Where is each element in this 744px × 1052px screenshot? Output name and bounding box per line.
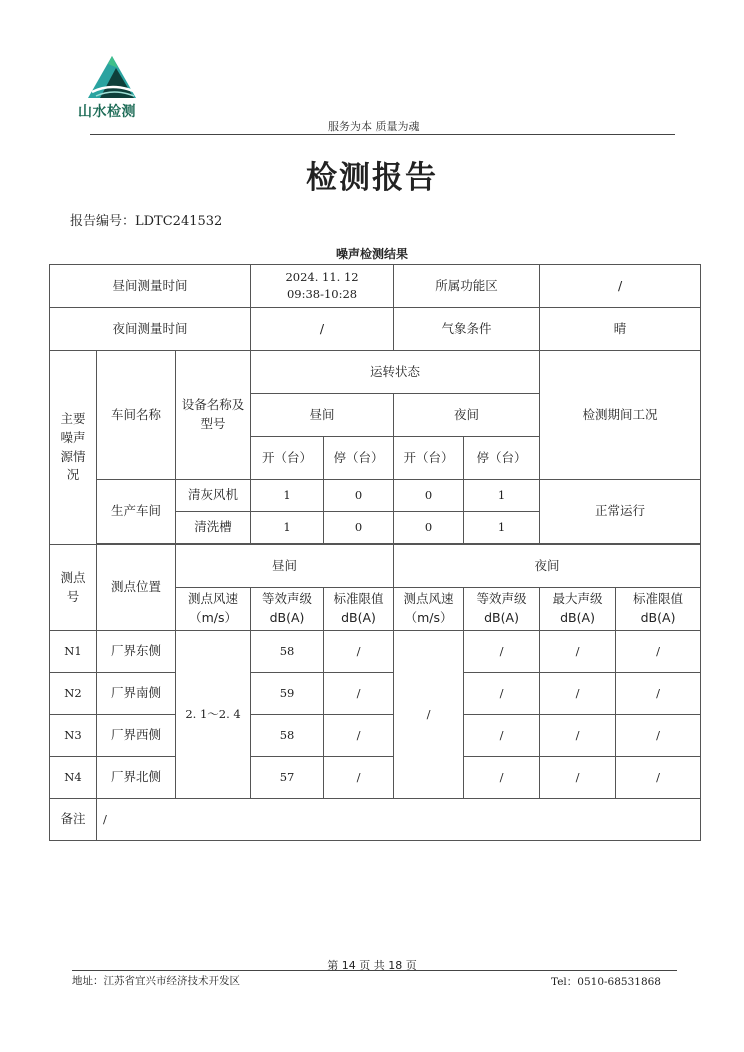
equipment-name: 清灰风机 [176, 480, 251, 512]
header-line: 最大声级 [552, 591, 603, 607]
workshop-header: 车间名称 [97, 351, 176, 480]
header-unit: dB(A) [484, 610, 519, 625]
equipment-name: 清洗槽 [176, 512, 251, 544]
night-leq-header [464, 588, 540, 631]
night-leq-value: / [464, 631, 540, 673]
header-line: 测点风速 [188, 591, 239, 607]
night-limit-value: / [616, 673, 701, 715]
remark-label: 备注 [50, 799, 97, 841]
point-id: N4 [50, 757, 97, 799]
point-no-header-line: 测点 [60, 569, 86, 585]
table-caption: 噪声检测结果 [335, 247, 408, 261]
weather-label: 气象条件 [394, 308, 540, 351]
day-leq-value: 59 [251, 673, 324, 715]
header-unit: dB(A) [269, 610, 305, 625]
night-max-value: / [540, 673, 616, 715]
night-on-count: 0 [394, 480, 464, 512]
header-unit: （m/s） [189, 610, 237, 625]
company-address: 地址：江苏省宜兴市经济技术开发区 [72, 975, 240, 987]
day-on-count: 1 [251, 480, 324, 512]
header-unit: dB(A) [341, 610, 376, 625]
day-limit-value: / [324, 631, 394, 673]
day-limit-value: / [324, 757, 394, 799]
header-unit: dB(A) [560, 610, 595, 625]
night-wind-header [394, 588, 464, 631]
night-time-label: 夜间测量时间 [50, 308, 251, 351]
zone-label: 所属功能区 [394, 265, 540, 308]
table-row [50, 673, 701, 715]
day-time-date: 2024. 11. 12 [285, 269, 359, 284]
point-id: N1 [50, 631, 97, 673]
day-leq-value: 57 [251, 757, 324, 799]
source-group-line: 源情 [60, 448, 86, 464]
point-position: 厂界南侧 [97, 673, 176, 715]
measure-day-header: 昼间 [176, 545, 394, 588]
day-off-count: 0 [324, 512, 394, 544]
day-on-count: 1 [251, 512, 324, 544]
day-on-header: 开（台） [251, 437, 324, 480]
night-leq-value: / [464, 715, 540, 757]
day-off-count: 0 [324, 480, 394, 512]
noise-result-table [49, 264, 701, 841]
page-number: 第 14 页 共 18 页 [327, 959, 417, 972]
condition-header: 检测期间工况 [540, 351, 701, 480]
equipment-header: 设备名称及型号 [176, 351, 251, 480]
day-time-value [251, 265, 394, 308]
night-off-header: 停（台） [464, 437, 540, 480]
night-max-value: / [540, 631, 616, 673]
workshop-value: 生产车间 [97, 480, 176, 544]
night-max-value: / [540, 715, 616, 757]
night-limit-header [616, 588, 701, 631]
status-day-header: 昼间 [251, 394, 394, 437]
day-limit-value: / [324, 715, 394, 757]
header-line: 标准限值 [333, 591, 384, 607]
point-no-header-line: 号 [66, 588, 80, 604]
night-leq-value: / [464, 757, 540, 799]
night-wind-value: / [394, 631, 464, 799]
night-leq-value: / [464, 673, 540, 715]
day-leq-value: 58 [251, 631, 324, 673]
position-header: 测点位置 [97, 545, 176, 631]
page-title: 检测报告 [306, 160, 438, 196]
night-limit-value: / [616, 757, 701, 799]
point-id: N3 [50, 715, 97, 757]
night-on-header: 开（台） [394, 437, 464, 480]
day-leq-value: 58 [251, 715, 324, 757]
day-off-header: 停（台） [324, 437, 394, 480]
night-limit-value: / [616, 715, 701, 757]
table-row [50, 631, 701, 673]
logo-text: 山水检测 [78, 104, 136, 120]
report-number: 报告编号：LDTC241532 [70, 214, 223, 229]
day-time-range: 09:38-10:28 [286, 287, 358, 301]
night-max-value: / [540, 757, 616, 799]
header-line: 等效声级 [262, 591, 313, 607]
company-tel: Tel：0510-68531868 [551, 976, 661, 988]
header-unit: dB(A) [640, 610, 676, 625]
night-on-count: 0 [394, 512, 464, 544]
weather-value: 晴 [540, 308, 701, 351]
night-limit-value: / [616, 631, 701, 673]
day-time-label: 昼间测量时间 [50, 265, 251, 308]
day-limit-value: / [324, 673, 394, 715]
point-position: 厂界东侧 [97, 631, 176, 673]
source-group-line: 主要 [60, 411, 86, 426]
point-position: 厂界西侧 [97, 715, 176, 757]
footer-divider [72, 970, 677, 971]
point-position: 厂界北侧 [97, 757, 176, 799]
header-line: 测点风速 [403, 591, 454, 607]
header-line: 等效声级 [476, 591, 527, 607]
table-row [50, 715, 701, 757]
zone-value: / [540, 265, 701, 308]
source-group-label [50, 351, 97, 545]
day-wind-header [176, 588, 251, 631]
night-off-count: 1 [464, 480, 540, 512]
day-limit-header [324, 588, 394, 631]
status-header: 运转状态 [251, 351, 540, 394]
measure-night-header: 夜间 [394, 545, 701, 588]
point-id: N2 [50, 673, 97, 715]
remark-value: / [97, 799, 701, 841]
table-row [50, 757, 701, 799]
day-wind-value: 2. 1～2. 4 [176, 631, 251, 799]
condition-value: 正常运行 [540, 480, 701, 544]
source-group-line: 噪声 [60, 429, 86, 445]
header-divider [90, 134, 675, 135]
company-slogan: 服务为本 质量为魂 [328, 120, 420, 133]
night-off-count: 1 [464, 512, 540, 544]
header-unit: （m/s） [404, 610, 453, 625]
point-no-header [50, 545, 97, 631]
day-leq-header [251, 588, 324, 631]
header-line: 标准限值 [633, 591, 684, 607]
night-max-header [540, 588, 616, 631]
source-group-line: 况 [66, 467, 80, 483]
night-time-value: / [251, 308, 394, 351]
status-night-header: 夜间 [394, 394, 540, 437]
